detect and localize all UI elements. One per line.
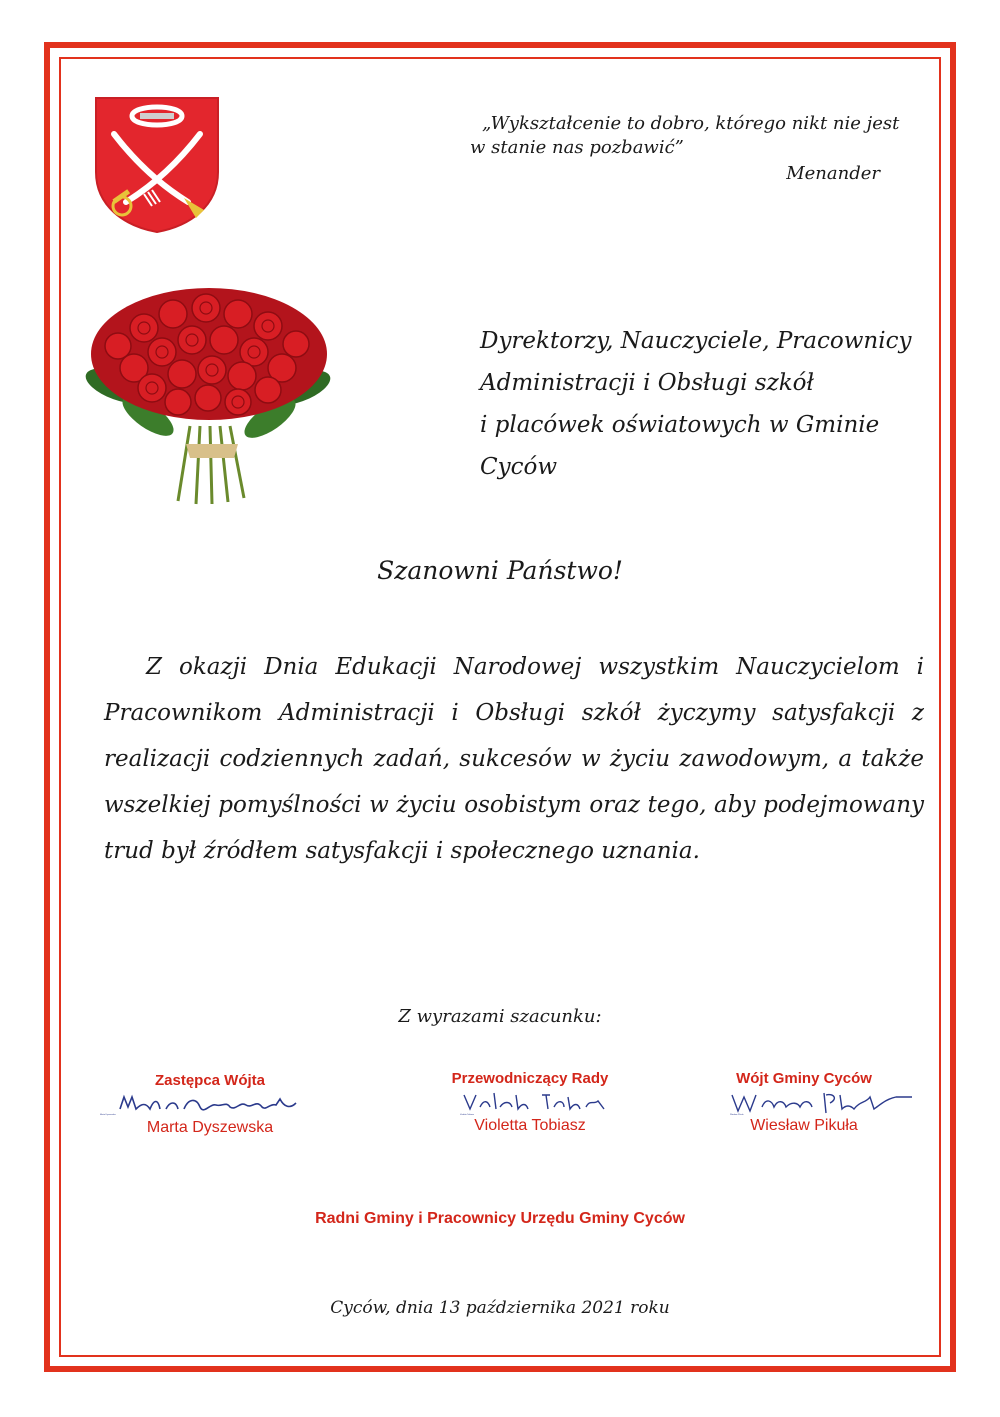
signatory-role: Wójt Gminy Cyców bbox=[736, 1070, 872, 1087]
motto-quote bbox=[470, 112, 900, 186]
signatory-name: Marta Dyszewska bbox=[146, 1119, 274, 1136]
quote-line-1: „Wykształcenie to dobro, którego nikt nie jest bbox=[482, 113, 900, 134]
signatory-council-chair bbox=[400, 1070, 660, 1135]
salutation: Szanowni Państwo! bbox=[377, 556, 623, 585]
addressee-block bbox=[480, 320, 930, 488]
handwritten-signature bbox=[80, 1089, 340, 1119]
rose-bouquet-icon bbox=[78, 276, 340, 508]
letter-date: Cyców, dnia 13 października 2021 roku bbox=[330, 1298, 670, 1318]
footer-organization: Radni Gminy i Pracownicy Urzędu Gminy Cyców bbox=[315, 1210, 685, 1227]
signatory-mayor bbox=[674, 1070, 934, 1135]
quote-author: Menander bbox=[786, 163, 880, 184]
signatory-name: Violetta Tobiasz bbox=[474, 1117, 586, 1134]
quote-line-2: w stanie nas pozbawić” bbox=[470, 137, 684, 158]
svg-text:Marta Dyszewska: Marta Dyszewska bbox=[100, 1114, 116, 1116]
letter-body bbox=[104, 644, 924, 874]
addressee-line-2: Administracji i Obsługi szkół bbox=[480, 370, 814, 396]
signatory-role: Przewodniczący Rady bbox=[451, 1070, 609, 1087]
signatory-role: Zastępca Wójta bbox=[154, 1072, 266, 1089]
signatory-deputy-mayor bbox=[80, 1072, 340, 1137]
addressee-line-1: Dyrektorzy, Nauczyciele, Pracownicy bbox=[480, 328, 912, 354]
closing-phrase: Z wyrazami szacunku: bbox=[398, 1006, 602, 1027]
coat-of-arms-icon bbox=[92, 94, 222, 234]
svg-text:Wiesław Pikuła: Wiesław Pikuła bbox=[730, 1114, 744, 1116]
handwritten-signature bbox=[674, 1087, 934, 1117]
signatory-name: Wiesław Pikuła bbox=[750, 1117, 858, 1134]
letter-body-text: Z okazji Dnia Edukacji Narodowej wszystkim Nauczycielom i Pracownikom Administracji i Obsługi szkół życzymy satysfakcji z realizacji codziennych zadań, sukcesów w życiu zawodowym, a także wszelkiej pomyślności w życiu osobistym oraz tego, aby podejmowany trud był źródłem satysfakcji i społecznego uznania. bbox=[104, 654, 924, 864]
addressee-line-3: i placówek oświatowych w Gminie bbox=[480, 412, 880, 438]
addressee-line-4: Cyców bbox=[480, 454, 558, 480]
handwritten-signature bbox=[400, 1087, 660, 1117]
svg-text:Violetta Tobiasz: Violetta Tobiasz bbox=[460, 1114, 474, 1116]
